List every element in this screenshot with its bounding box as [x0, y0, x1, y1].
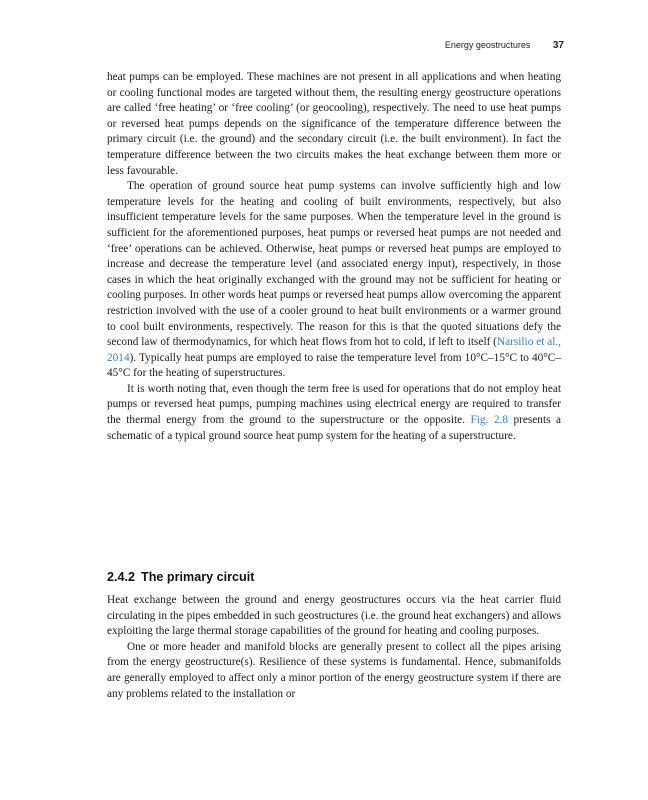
paragraph-text: ). Typically heat pumps are employed to raise the temperature level from 10°C–15°C to 40°C–45°C for the heating of superstructures. — [107, 351, 561, 380]
section-heading — [107, 570, 254, 584]
citation-link-narsilio[interactable]: Narsilio et al., 2014 — [107, 336, 561, 364]
running-title: Energy geostructures — [444, 40, 531, 50]
paragraph-free-term-note — [107, 382, 561, 444]
paragraph-text: The operation of ground source heat pump systems can involve sufficiently high and low temperature levels for the heating and cooling of built environments, respectively, but also insufficient temperature levels for the same purposes. When the temperature level in the ground is sufficient for the aforementioned purposes, heat pumps or reversed heat pumps are not needed and ‘free’ operations can be achieved. Otherwise, heat pumps or reversed heat pumps are employed to increase and decrease the temperature level (and associated energy input), respectively, in those cases in which the heat originally exchanged with the ground may not be sufficient for heating or cooling purposes. In other words heat pumps or reversed heat pumps allow overcoming the apparent restriction involved with the use of a cooler ground to heat built environments or a warmer ground to cool built environments, respectively. The reason for this is that the quoted situations defy the second law of thermodynamics, for which heat flows from hot to cold, if left to itself ( — [107, 180, 561, 349]
section-number: 2.4.2 — [107, 570, 136, 584]
figure-link-2-8[interactable]: Fig. 2.8 — [470, 414, 508, 427]
running-header — [445, 40, 564, 51]
paragraph-text: presents a schematic of a typical ground source heat pump system for the heating of a superstructure. — [107, 414, 561, 442]
text-block-lower — [107, 593, 561, 702]
paragraph-text: It is worth noting that, even though the term free is used for operations that do not employ heat pumps or reversed heat pumps, pumping machines using electrical energy are required to transfer the thermal energy from the ground to the superstructure or the opposite. — [107, 382, 561, 427]
page-number: 37 — [552, 40, 564, 51]
section-title: The primary circuit — [141, 570, 255, 584]
text-block-upper — [107, 70, 561, 444]
paragraph-heat-pumps-continued: heat pumps can be employed. These machines are not present in all applications and when heating or cooling functional modes are targeted without them, the resulting energy geostructure operations are called ‘free heating’ or ‘free cooling’ (or geocooling), respectively. The need to use heat pumps or reversed heat pumps depends on the significance of the temperature difference between the primary circuit (i.e. the ground) and the secondary circuit (i.e. the built environment). In fact the temperature difference between the two circuits makes the heat exchange between them more or less favourable. — [107, 71, 561, 177]
paragraph-heat-exchange: Heat exchange between the ground and energy geostructures occurs via the heat carrier fluid circulating in the pipes embedded in such geostructures (i.e. the ground heat exchangers) and allows exploiting the large thermal storage capabilities of the ground for heating and cooling purposes. — [107, 594, 561, 638]
paragraph-header-manifold: One or more header and manifold blocks are generally present to collect all the pipes arising from the energy geostructure(s). Resilience of these systems is fundamental. Hence, submanifolds are generally employed to affect only a minor portion of the energy geostructure system if there are any problems related to the installation or — [107, 640, 561, 700]
paragraph-ground-source-operation — [107, 179, 561, 382]
